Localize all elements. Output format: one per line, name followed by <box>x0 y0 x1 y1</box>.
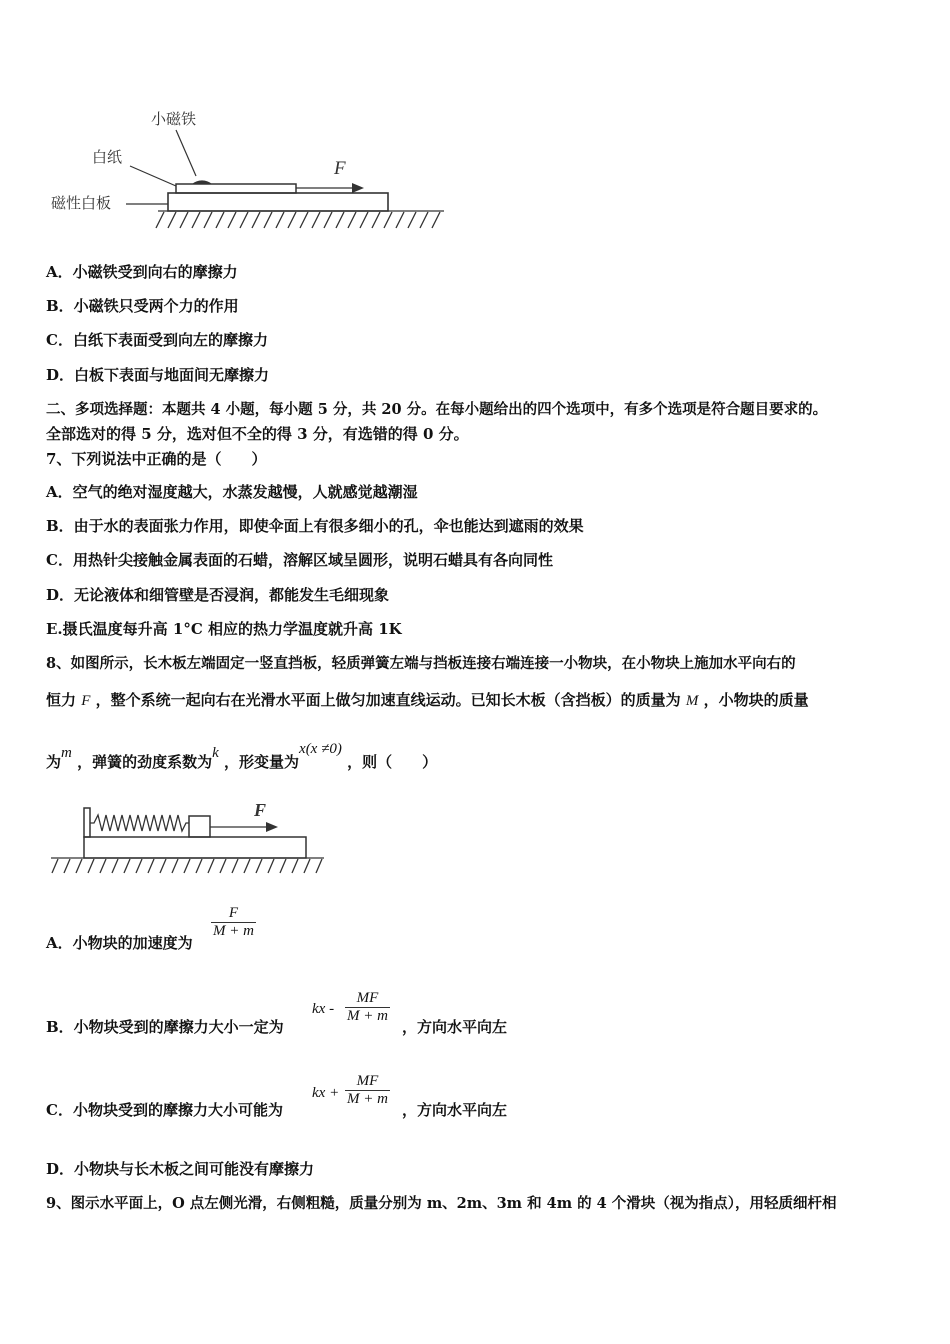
var-k: k <box>212 745 219 761</box>
var-m: m <box>61 745 72 761</box>
q8-option-a: A．小物块的加速度为 <box>46 934 193 952</box>
q8-option-c-expr: kx + <box>312 1085 340 1101</box>
force-arrow <box>296 183 364 193</box>
q6-option-d: D．白板下表面与地面间无摩擦力 <box>46 366 270 384</box>
q8-option-d: D．小物块与长木板之间可能没有摩擦力 <box>46 1160 315 1178</box>
var-x: x(x ≠0) <box>299 741 342 757</box>
q7-option-e: E.摄氏温度每升高 1°C 相应的热力学温度就升高 1K <box>46 620 402 638</box>
fraction-c <box>345 1073 390 1108</box>
q8-text: 恒力 <box>46 691 77 709</box>
fraction-numerator: MF <box>356 1073 379 1089</box>
figure-magnet-board <box>46 100 456 245</box>
q7-option-b: B．由于水的表面张力作用，即使伞面上有很多细小的孔，伞也能达到遮雨的效果 <box>46 517 584 535</box>
force-label: F <box>254 800 267 820</box>
small-block <box>189 816 210 837</box>
q8-option-b-text: B．小物块受到的摩擦力大小一定为 <box>46 1018 284 1036</box>
paper-label: 白纸 <box>92 148 123 166</box>
q8-text: ，小物块的质量 <box>703 691 809 709</box>
fraction-b <box>345 990 390 1025</box>
magnet-label: 小磁铁 <box>151 110 197 128</box>
q8-option-b-direction: ，方向水平向左 <box>402 1018 508 1036</box>
force-label: F <box>334 158 346 179</box>
q6-option-b: B．小磁铁只受两个力的作用 <box>46 297 239 315</box>
var-F: F <box>81 693 91 709</box>
q8-stem-line3 <box>46 741 438 772</box>
q8-text: ，则（ ） <box>347 753 438 771</box>
baffle <box>84 808 90 837</box>
q6-option-a: A．小磁铁受到向右的摩擦力 <box>46 263 238 281</box>
section2-scoring: 全部选对的得 5 分，选对但不全的得 3 分，有选错的得 0 分。 <box>46 425 469 443</box>
fraction-numerator: F <box>228 905 239 921</box>
fraction-a <box>211 905 256 940</box>
q7-option-c: C．用热针尖接触金属表面的石蜡，溶解区域呈圆形，说明石蜡具有各向同性 <box>46 551 553 569</box>
q8-text: ，形变量为 <box>224 753 300 771</box>
magnetic-board <box>168 193 388 211</box>
q8-option-c-direction: ，方向水平向左 <box>402 1101 508 1119</box>
q8-option-c-text: C．小物块受到的摩擦力大小可能为 <box>46 1101 283 1119</box>
var-M: M <box>685 693 699 709</box>
q9-stem: 9、图示水平面上，O 点左侧光滑，右侧粗糙，质量分别为 m、2m、3m 和 4m 的 4 个滑块（视为指点），用轻质细杆相 <box>46 1195 837 1212</box>
q6-option-c: C．白纸下表面受到向左的摩擦力 <box>46 331 268 349</box>
fraction-numerator: MF <box>356 990 379 1006</box>
white-paper <box>176 184 296 193</box>
q8-text: ，弹簧的劲度系数为 <box>77 753 213 771</box>
q8-stem-line2 <box>46 689 809 710</box>
spring <box>90 815 189 831</box>
small-magnet <box>192 180 212 184</box>
section2-instructions: 二、多项选择题：本题共 4 小题，每小题 5 分，共 20 分。在每小题给出的四个选项中，有多个选项是符合题目要求的。 <box>46 401 828 418</box>
fraction-denominator: M + m <box>347 1008 388 1024</box>
q8-text: ，整个系统一起向右在光滑水平面上做匀加速直线运动。已知长木板（含挡板）的质量为 <box>95 691 681 709</box>
q8-option-b-expr: kx - <box>312 1001 335 1017</box>
figure-spring-block <box>46 795 336 880</box>
long-board <box>84 837 306 858</box>
fraction-denominator: M + m <box>213 923 254 939</box>
q8-text: 为 <box>46 753 62 771</box>
q7-option-a: A．空气的绝对湿度越大，水蒸发越慢，人就感觉越潮湿 <box>46 483 418 501</box>
board-label: 磁性白板 <box>51 194 112 212</box>
q7-option-d: D．无论液体和细管壁是否浸润，都能发生毛细现象 <box>46 586 390 604</box>
fraction-denominator: M + m <box>347 1091 388 1107</box>
q7-stem: 7、下列说法中正确的是（ ） <box>46 450 267 468</box>
ground-hatching <box>156 211 444 228</box>
q8-stem-line1: 8、如图所示，长木板左端固定一竖直挡板，轻质弹簧左端与挡板连接右端连接一小物块，在小物块上施加水平向右的 <box>46 655 796 672</box>
